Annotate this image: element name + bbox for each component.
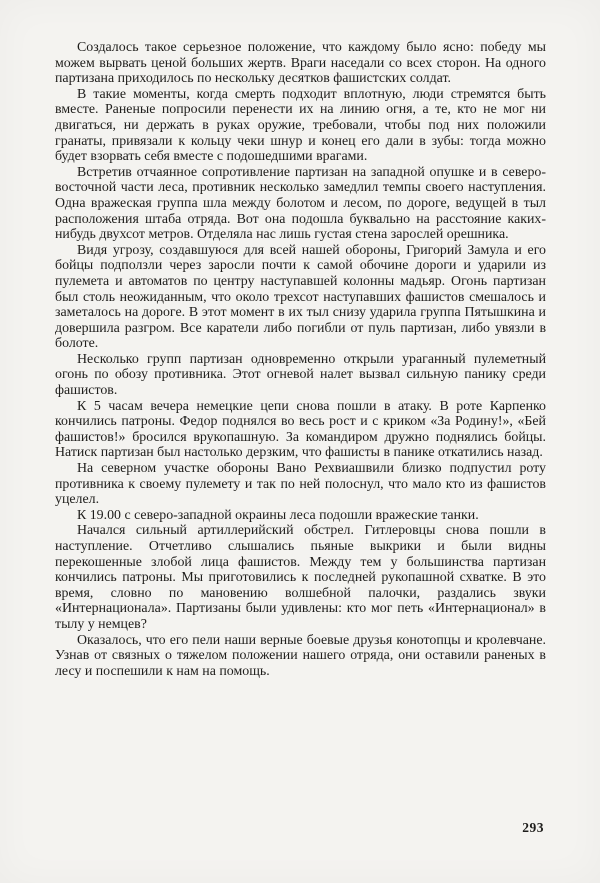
paragraph: К 19.00 с северо-западной окраины леса подошли вражеские танки. [77, 507, 479, 523]
paragraph: Видя угрозу, создавшуюся для всей нашей обороны, Григорий Замула и его бойцы подползли через заросли почти к самой обочине дороги и ударили из пулемета и автоматов по центру наступавшей колонны мадьяр. Огонь партизан был столь неожиданным, что около трехсот наступавших фашистов смешалось и заметалось на дороге. В этот момент в их тыл снизу ударила группа Пятышкина и довершила разгром. Все каратели либо погибли от пуль партизан, либо увязли в болоте. [55, 242, 546, 352]
paragraph: Встретив отчаянное сопротивление партизан на западной опушке и в северо-восточной части леса, противник несколько замедлил темпы своего наступления. Одна вражеская группа шла между болотом и лесом, по дороге, ведущей в тыл расположения штаба отряда. Вот она подошла буквально на расстояние каких-нибудь двухсот метров. Отделяла нас лишь густая стена зарослей орешника. [55, 164, 546, 243]
paragraph: В такие моменты, когда смерть подходит вплотную, люди стремятся быть вместе. Раненые попросили перенести их на линию огня, а те, кто не мог ни двигаться, ни держать в руках оружие, требовали, чтобы под них положили гранаты, привязали к кольцу чеки шнур и конец его дали в зубы: тогда можно будет взорвать себя вместе с подошедшими врагами. [55, 86, 546, 165]
paragraph: На северном участке обороны Вано Рехвиашвили близко подпустил роту противника к своему пулемету и так по ней полоснул, что мало кто из фашистов уцелел. [55, 461, 546, 508]
paragraph: Создалось такое серьезное положение, что каждому было ясно: победу мы можем вырвать ценой больших жертв. Враги наседали со всех сторон. На одного партизана приходилось по нескольку десятков фашистских солдат. [55, 40, 546, 87]
paragraph: Несколько групп партизан одновременно открыли ураганный пулеметный огонь по обозу противника. Этот огневой налет вызвал сильную панику среди фашистов. [55, 351, 546, 399]
paragraph: Начался сильный артиллерийский обстрел. Гитлеровцы снова пошли в наступление. Отчетливо слышались пьяные выкрики и были видны перекошенные злобой лица фашистов. Между тем у большинства партизан кончились патроны. Мы приготовились к последней рукопашной схватке. В это время, словно по мановению волшебной палочки, раздались звуки «Интернационала». Партизаны были удивлены: кто мог петь «Интернационал» в тылу у немцев? [55, 523, 546, 632]
paragraph: К 5 часам вечера немецкие цепи снова пошли в атаку. В роте Карпенко кончились патроны. Федор поднялся во весь рост и с криком «За Родину!», «Бей фашистов!» бросился врукопашную. За командиром дружно поднялись бойцы. Натиск партизан был настолько дерзким, что фашисты в панике откатились назад. [55, 398, 546, 461]
text-block [55, 40, 546, 679]
page-number: 293 [522, 820, 544, 835]
paragraph: Оказалось, что его пели наши верные боевые друзья конотопцы и кролевчане. Узнав от связных о тяжелом положении нашего отряда, они оставили раненых в лесу и поспешили к нам на помощь. [55, 632, 546, 679]
